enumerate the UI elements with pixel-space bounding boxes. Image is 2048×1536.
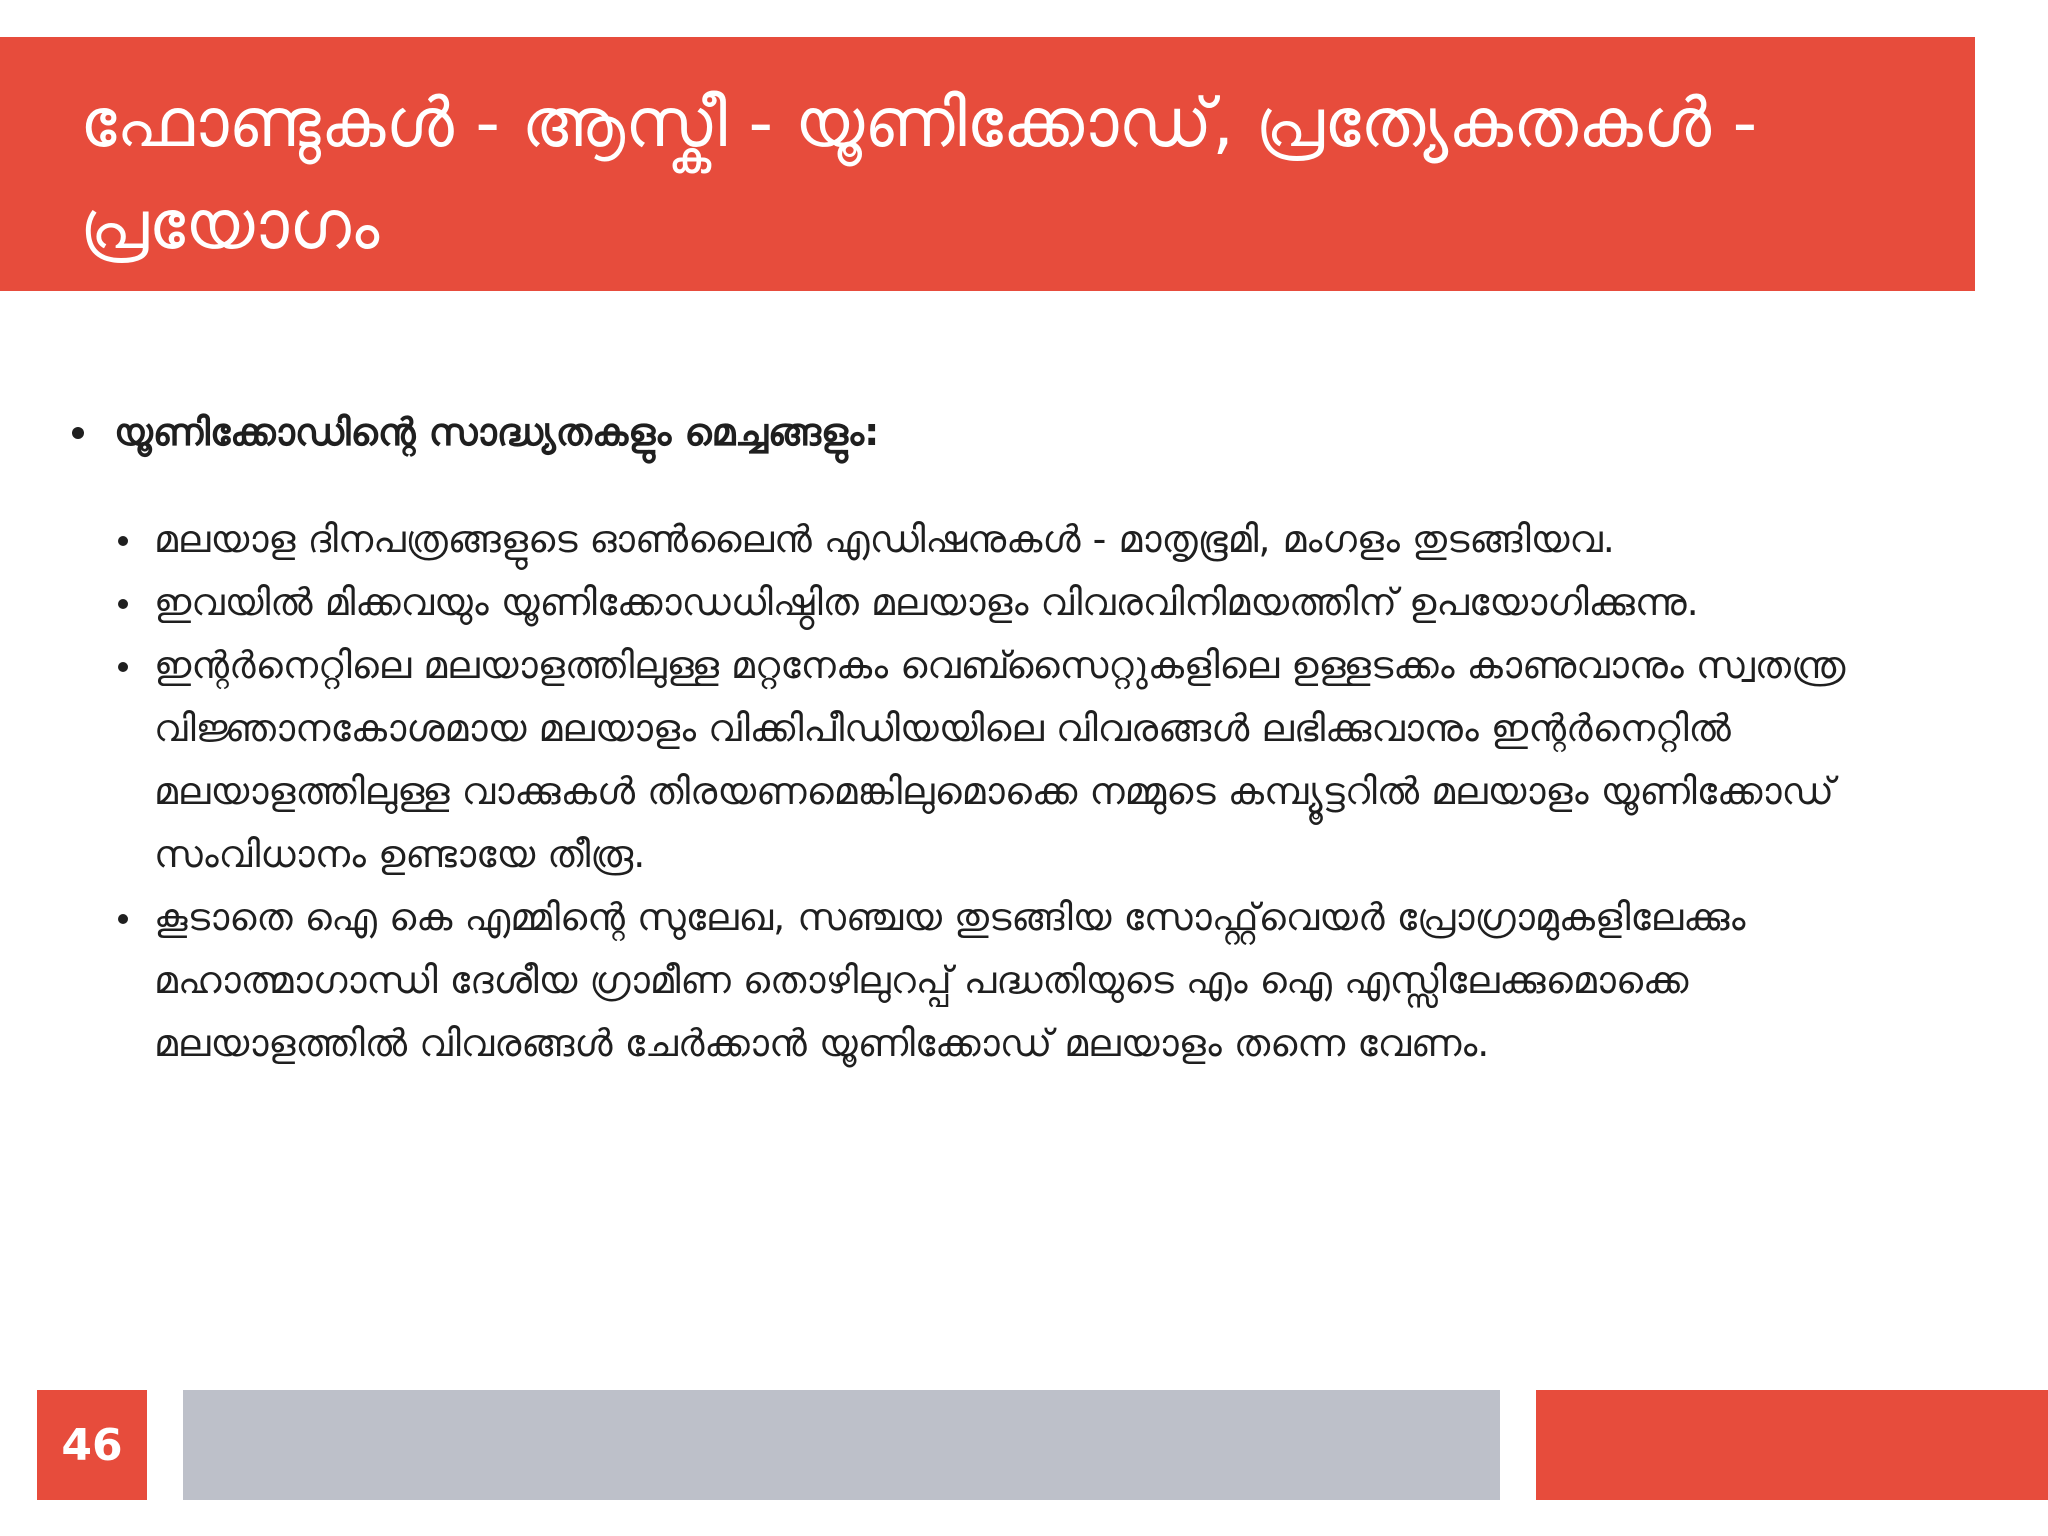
bullet-dot-icon bbox=[118, 599, 128, 609]
bullet-dot-icon bbox=[72, 427, 84, 439]
sub-bullet-text: ഇവയിൽ മിക്കവയും യൂണിക്കോഡധിഷ്ഠിത മലയാളം വിവരവിനിമയത്തിന് ഉപയോഗിക്കുന്നു. bbox=[154, 580, 1699, 624]
sub-bullet-item bbox=[118, 571, 1952, 634]
main-bullet bbox=[72, 400, 1952, 464]
sub-bullet-item bbox=[118, 886, 1952, 1075]
sub-bullet-text: മലയാള ദിനപത്രങ്ങളുടെ ഓൺലൈൻ എഡിഷനുകൾ - മാതൃഭൂമി, മംഗളം തുടങ്ങിയവ. bbox=[154, 517, 1615, 561]
sub-bullet-text: ഇന്റർനെറ്റിലെ മലയാളത്തിലുള്ള മറ്റനേകം വെബ്സൈറ്റുകളിലെ ഉള്ളടക്കം കാണുവാനും സ്വതന്ത്ര വിജ്ഞാനകോശമായ മലയാളം വിക്കിപീഡിയയിലെ വിവരങ്ങൾ ലഭിക്കുവാനും ഇന്റർനെറ്റിൽ മലയാളത്തിലുള്ള വാക്കുകൾ തിരയണമെങ്കിലുമൊക്കെ നമ്മുടെ കമ്പ്യൂട്ടറിൽ മലയാളം യൂണിക്കോഡ് സംവിധാനം ഉണ്ടായേ തീരൂ. bbox=[154, 643, 1846, 876]
sub-bullet-text: കൂടാതെ ഐ കെ എമ്മിന്റെ സുലേഖ, സഞ്ചയ തുടങ്ങിയ സോഫ്റ്റ്‌വെയർ പ്രോഗ്രാമുകളിലേക്കും മഹാത്മാഗാന്ധി ദേശീയ ഗ്രാമീണ തൊഴിലുറപ്പ് പദ്ധതിയുടെ എം ഐ എസ്സിലേക്കുമൊക്കെ മലയാളത്തിൽ വിവരങ്ങൾ ചേർക്കാൻ യൂണിക്കോഡ് മലയാളം തന്നെ വേണം. bbox=[154, 895, 1746, 1065]
bullet-dot-icon bbox=[118, 536, 128, 546]
sub-bullet-list bbox=[118, 508, 1952, 1075]
bullet-dot-icon bbox=[118, 914, 128, 924]
title-bar bbox=[0, 37, 1975, 291]
footer-accent-bar bbox=[1536, 1390, 2048, 1500]
sub-bullet-item bbox=[118, 634, 1952, 886]
bullet-dot-icon bbox=[118, 662, 128, 672]
page-number-box bbox=[37, 1390, 147, 1500]
sub-bullet-item bbox=[118, 508, 1952, 571]
page-number: 46 bbox=[61, 1419, 123, 1471]
main-bullet-text: യൂണിക്കോഡിന്റെ സാദ്ധ്യതകളും മെച്ചങ്ങളും: bbox=[114, 410, 880, 454]
footer-gray-bar bbox=[183, 1390, 1500, 1500]
slide-content bbox=[72, 400, 1952, 1075]
slide-title: ഫോണ്ടുകൾ - ആസ്കീ - യൂണിക്കോഡ്, പ്രത്യേകതകൾ - പ്രയോഗം bbox=[80, 84, 1758, 265]
